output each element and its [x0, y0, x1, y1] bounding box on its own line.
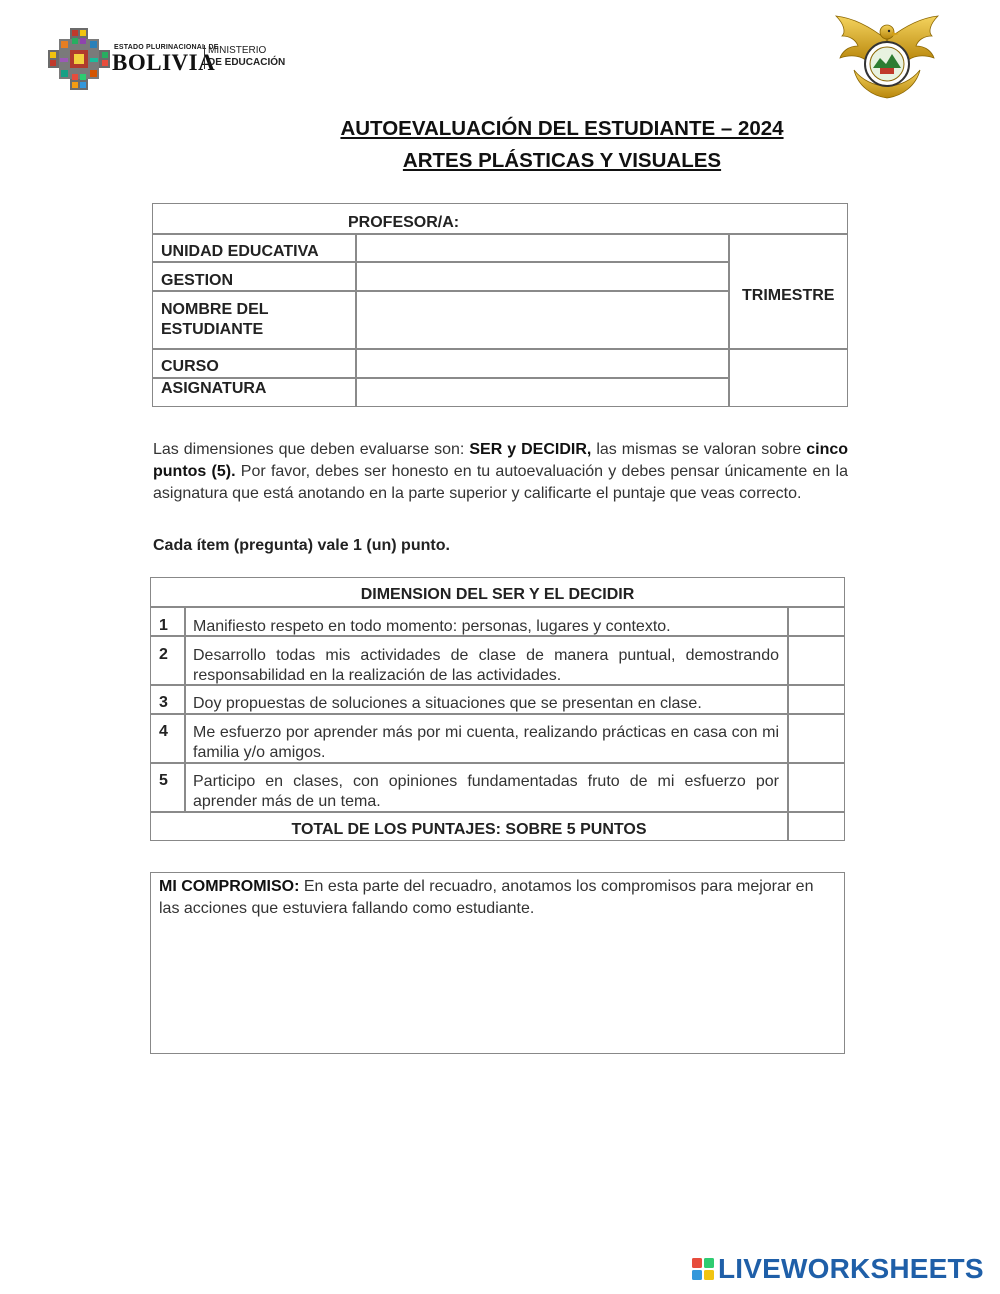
profesor-label: PROFESOR/A: — [348, 214, 460, 231]
commitment-box[interactable] — [150, 872, 845, 1054]
gestion-label: GESTION — [161, 272, 234, 289]
item-text: Doy propuestas de soluciones a situaciones que se presentan en clase. — [193, 695, 702, 712]
asignatura-field[interactable] — [357, 379, 727, 405]
liveworksheets-logo-icon — [692, 1258, 714, 1280]
nombre-estudiante-field[interactable] — [357, 292, 727, 347]
instructions-bold1: SER y DECIDIR, — [469, 441, 592, 458]
nombre-line2: ESTUDIANTE — [161, 321, 264, 338]
item-number: 3 — [159, 694, 168, 711]
instructions-paragraph — [153, 439, 848, 505]
student-info-table — [152, 203, 848, 407]
item-text: Manifiesto respeto en todo momento: personas, lugares y contexto. — [193, 618, 671, 635]
curso-field[interactable] — [357, 350, 727, 376]
state-name-small: ESTADO PLURINACIONAL DE — [114, 44, 219, 51]
trimestre-label: TRIMESTRE — [742, 287, 835, 304]
chakana-emblem-icon — [48, 28, 110, 90]
commitment-text — [159, 876, 835, 920]
unidad-educativa-label: UNIDAD EDUCATIVA — [161, 243, 319, 260]
trimestre-field[interactable] — [730, 350, 846, 405]
ministry-line1: MINISTERIO — [208, 45, 267, 56]
item-score-field[interactable] — [789, 764, 843, 810]
liveworksheets-watermark — [692, 1254, 992, 1284]
gestion-field[interactable] — [357, 263, 727, 289]
unidad-educativa-field[interactable] — [357, 235, 727, 260]
total-score-field[interactable] — [789, 813, 843, 839]
total-label: TOTAL DE LOS PUNTAJES: SOBRE 5 PUNTOS — [291, 821, 647, 838]
commitment-description: En esta parte del recuadro, anotamos los compromisos para mejorar en las acciones que estuviera fallando como estudiante. — [159, 878, 814, 917]
country-name: BOLIVIA — [112, 50, 216, 75]
ministry-logo — [48, 24, 286, 94]
instructions-part1: Las dimensiones que deben evaluarse son: — [153, 441, 470, 458]
item-text: Me esfuerzo por aprender más por mi cuenta, realizando prácticas en casa con mi familia y/o amigos. — [193, 724, 779, 761]
school-emblem — [832, 10, 942, 102]
item-score-field[interactable] — [789, 715, 843, 761]
item-number: 2 — [159, 646, 168, 663]
item-value-note: Cada ítem (pregunta) vale 1 (un) punto. — [153, 537, 450, 554]
instructions-part2: las mismas se valoran sobre — [591, 441, 807, 458]
item-text: Desarrollo todas mis actividades de clase de manera puntual, demostrando responsabilidad en la realización de las actividades. — [193, 647, 779, 684]
ministry-line2: DE EDUCACIÓN — [208, 57, 286, 68]
page-subtitle: ARTES PLÁSTICAS Y VISUALES — [402, 149, 722, 172]
item-score-field[interactable] — [789, 686, 843, 712]
ministry-name — [204, 45, 285, 69]
item-text: Participo en clases, con opiniones fundamentadas fruto de mi esfuerzo por aprender más de un tema. — [193, 773, 779, 810]
item-score-field[interactable] — [789, 608, 843, 634]
instructions-part3: Por favor, debes ser honesto en tu autoevaluación y debes pensar únicamente en la asignatura que está anotando en la parte superior y calificarte el puntaje que veas correcto. — [153, 463, 848, 502]
dimension-table-header: DIMENSION DEL SER Y EL DECIDIR — [360, 586, 635, 603]
item-number: 5 — [159, 772, 168, 789]
page-title: AUTOEVALUACIÓN DEL ESTUDIANTE – 2024 — [340, 117, 784, 140]
school-eagle-emblem-icon — [832, 10, 942, 102]
asignatura-label: ASIGNATURA — [161, 380, 267, 397]
nombre-line1: NOMBRE DEL — [161, 301, 269, 318]
commitment-label: MI COMPROMISO: — [159, 878, 300, 895]
item-score-field[interactable] — [789, 637, 843, 683]
instructions-bold2: cinco puntos (5). — [153, 441, 849, 480]
item-number: 1 — [159, 617, 168, 634]
watermark-text: LIVEWORKSHEETS — [718, 1253, 984, 1284]
item-number: 4 — [159, 723, 168, 740]
curso-label: CURSO — [161, 358, 219, 375]
nombre-estudiante-label — [161, 300, 269, 340]
dimension-table — [150, 577, 845, 841]
